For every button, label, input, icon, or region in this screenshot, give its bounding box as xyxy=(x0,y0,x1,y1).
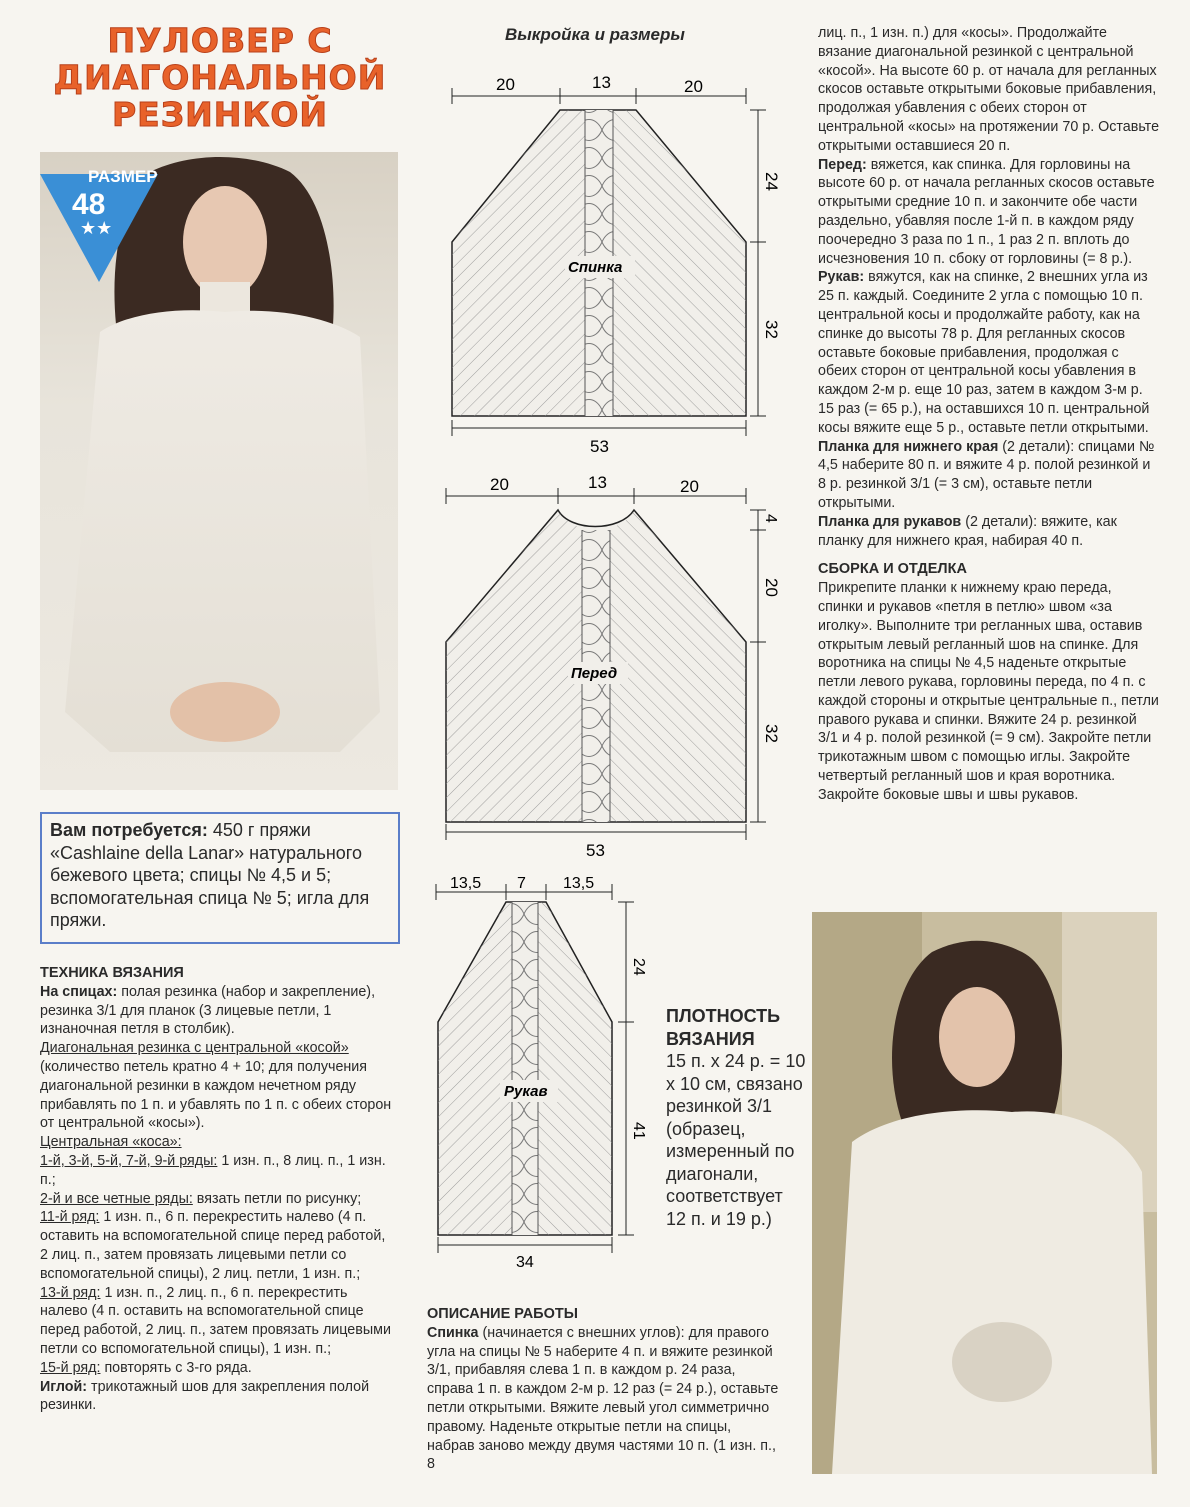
materials-heading: Вам потребуется: xyxy=(50,820,208,840)
technique-term: Диагональная резинка с центральной «косой» xyxy=(40,1040,349,1057)
technique-text: 1 изн. п., 2 лиц. п., 6 п. перекрестить налево (4 п. оставить на вспомогательной спице перед работой, 2 лиц. п., затем провязать лицевыми петли со вспомогательной спицы), 1 изн. п.; xyxy=(40,1284,391,1357)
assembly-text: Прикрепите планки к нижнему краю переда, спинки и рукавов «петля в петлю» швом «за иголку». Выполните три регланных шва, оставив открытым левый регланный шов на спинке. Для воротника на спицы № 4,5 наденьте открытые петли левого рукава, горловины переда, по 4 п. с каждой стороны и открытые центральные п., петли правого рукава и спинки. Вяжите 24 р. резинкой 3/1 и 4 р. полой резинкой (= 9 см). Закройте петли трикотажным швом с помощью иглы. Закройте четвертый регланный шов и края воротника. Закройте боковые швы и швы рукавов. xyxy=(818,580,1159,803)
front-dim-right-lower: 32 xyxy=(762,724,781,743)
work-back-text: (начинается с внешних углов): для правого угла на спицы № 5 наберите 4 п. и вяжите резинкой 3/1, прибавляя слева 1 п. в каждом р. 24 раза, справа 1 п. в каждом 2-м р. 12 раз (= 24 р.), оставьте петли открытыми. Вяжите левый угол симметрично правому. Наденьте открытые петли на спицы, набрав заново между двумя частями 10 п. (1 изн. п., 8 xyxy=(427,1324,779,1473)
front-dim-right-upper: 20 xyxy=(762,578,781,597)
right-column xyxy=(818,24,1160,805)
right-col-text: лиц. п., 1 изн. п.) для «косы». Продолжайте вязание диагональной резинкой с центральной «косой». На высоте 60 р. от начала для регланных скосов оставьте открытыми боковые прибавления, продолжая убавления с обеих сторон от центральной «косы» на протяжении 70 р. Оставьте открытыми оставшиеся 20 п. xyxy=(818,25,1160,154)
right-col-term: Перед: xyxy=(818,156,867,173)
right-col-text: вяжется, как спинка. Для горловины на высоте 60 р. от начала регланных скосов оставьте открытыми средние 10 п. и закончите обе части раздельно, убавляя после 1-й п. в каждом ряду поочередно 3 раза по 1 п., 1 раз 2 п. вплоть до исчезновения 10 п. сбоку от горловины (= 8 р.). xyxy=(818,156,1155,267)
front-diagram xyxy=(446,473,781,860)
work-description-section xyxy=(427,1305,782,1474)
technique-text: (количество петель кратно 4 + 10; для получения диагональной резинки в каждом нечетном ряду прибавлять по 1 п. и убавлять по 1 п. с обеих сторон от центральной «косы»). xyxy=(40,1058,392,1132)
title-line-3: РЕЗИНКОЙ xyxy=(111,95,329,134)
model-photo-illustration xyxy=(40,152,398,790)
front-dim-top-middle: 13 xyxy=(588,473,607,492)
size-badge-number: 48 xyxy=(72,188,106,221)
technique-text: повторять с 3-го ряда. xyxy=(100,1359,252,1376)
back-dim-right-lower: 32 xyxy=(762,320,781,339)
technique-term: 13-й ряд: xyxy=(40,1284,101,1301)
technique-term: 1-й, 3-й, 5-й, 7-й, 9-й ряды: xyxy=(40,1152,218,1169)
back-dim-bottom: 53 xyxy=(590,437,609,456)
front-dim-right-neck: 4 xyxy=(762,514,779,523)
sleeve-dim-top-middle: 7 xyxy=(517,875,526,892)
back-label: Спинка xyxy=(568,259,623,276)
right-col-text: (2 детали): вяжите, как планку для нижнего края, набирая 40 п. xyxy=(818,513,1117,549)
materials-text: 450 г пряжи «Cashlaine della Lanar» натурального бежевого цвета; спицы № 4,5 и 5; вспомогательная спица № 5; игла для пряжи. xyxy=(50,820,370,930)
right-col-text: вяжутся, как на спинке, 2 внешних угла из 25 п. каждый. Соедините 2 угла с помощью 10 п. центральной косы и продолжайте работу, как на спинке до высоты 78 р. Для регланных скосов оставьте боковые прибавления, продолжая с обеих сторон от центральной косы убавления в каждом 2-м р. еще 10 раз, затем в каждом 3-м р. 15 раз (= 65 р.), на оставшихся 10 п. центральной косы вяжите еще 5 р., оставьте петли открытыми. xyxy=(818,269,1150,436)
front-dim-top-right: 20 xyxy=(680,477,699,496)
technique-term: 11-й ряд: xyxy=(40,1209,100,1226)
density-heading-2: ВЯЗАНИЯ xyxy=(666,1028,755,1049)
title-line-1: ПУЛОВЕР С xyxy=(107,21,333,60)
back-dim-top-right: 20 xyxy=(684,77,703,96)
right-col-term: Рукав: xyxy=(818,269,865,286)
size-badge-stars: ★★ xyxy=(80,218,113,239)
technique-term: 2-й и все четные ряды: xyxy=(40,1190,193,1207)
technique-section xyxy=(40,964,395,1415)
model-photo-seated xyxy=(812,912,1157,1474)
back-diagram xyxy=(452,73,781,456)
technique-term: Иглой: xyxy=(40,1378,88,1395)
density-section xyxy=(666,1005,806,1230)
technique-text: 1 изн. п., 6 п. перекрестить налево (4 п. оставить на вспомогательной спице перед работой, 2 лиц. п., затем провязать лицевыми петли со вспомогательной спицы), 2 лиц. петли, 1 изн. п.; xyxy=(40,1209,386,1282)
front-label: Перед xyxy=(571,665,618,682)
work-back-label: Спинка xyxy=(427,1324,479,1341)
model-photo xyxy=(40,152,398,790)
sleeve-dim-top-left: 13,5 xyxy=(450,875,482,892)
sleeve-diagram xyxy=(436,875,647,1271)
sleeve-dim-right-lower: 41 xyxy=(630,1122,647,1140)
assembly-heading: СБОРКА И ОТДЕЛКА xyxy=(818,561,967,578)
front-dim-bottom: 53 xyxy=(586,841,605,860)
technique-term: На спицах: xyxy=(40,983,118,1000)
title-line-2: ДИАГОНАЛЬНОЙ xyxy=(53,58,387,97)
right-col-text: (2 детали): спицами № 4,5 наберите 80 п. и вяжите 4 р. полой резинкой и 8 р. резинкой 3/1 (= 3 см), оставьте петли открытыми. xyxy=(818,438,1155,511)
density-heading-1: ПЛОТНОСТЬ xyxy=(666,1006,781,1026)
sleeve-label: Рукав xyxy=(504,1083,548,1100)
right-col-term: Планка для нижнего края xyxy=(818,438,999,455)
technique-text: трикотажный шов для закрепления полой резинки. xyxy=(40,1378,370,1414)
technique-text: полая резинка (набор и закрепление), резинка 3/1 для планок (3 лицевые петли, 1 изнаночная петля в столбик). xyxy=(40,983,376,1038)
materials-box xyxy=(40,812,400,944)
technique-text: вязать петли по рисунку; xyxy=(192,1190,362,1207)
technique-term: 15-й ряд: xyxy=(40,1359,101,1376)
right-col-term: Планка для рукавов xyxy=(818,513,962,530)
sleeve-dim-right-upper: 24 xyxy=(630,958,647,976)
density-text: 15 п. х 24 р. = 10 х 10 см, связано резинкой 3/1 (образец, измеренный по диагонали, соответствует 12 п. и 19 р.) xyxy=(666,1051,806,1229)
diagram-title: Выкройка и размеры xyxy=(505,25,685,44)
technique-heading: ТЕХНИКА ВЯЗАНИЯ xyxy=(40,965,184,981)
page-title xyxy=(20,22,420,133)
model-photo-seated-illustration xyxy=(812,912,1157,1474)
work-heading: ОПИСАНИЕ РАБОТЫ xyxy=(427,1306,578,1322)
sleeve-dim-top-right: 13,5 xyxy=(563,875,595,892)
back-dim-top-middle: 13 xyxy=(592,73,611,92)
back-dim-right-upper: 24 xyxy=(762,172,781,191)
sleeve-dim-bottom: 34 xyxy=(516,1254,534,1271)
technique-term: Центральная «коса»: xyxy=(40,1134,182,1151)
size-badge-label: РАЗМЕР xyxy=(88,167,158,186)
front-dim-top-left: 20 xyxy=(490,475,509,494)
back-dim-top-left: 20 xyxy=(496,75,515,94)
technique-text: 1 изн. п., 8 лиц. п., 1 изн. п.; xyxy=(40,1152,386,1188)
